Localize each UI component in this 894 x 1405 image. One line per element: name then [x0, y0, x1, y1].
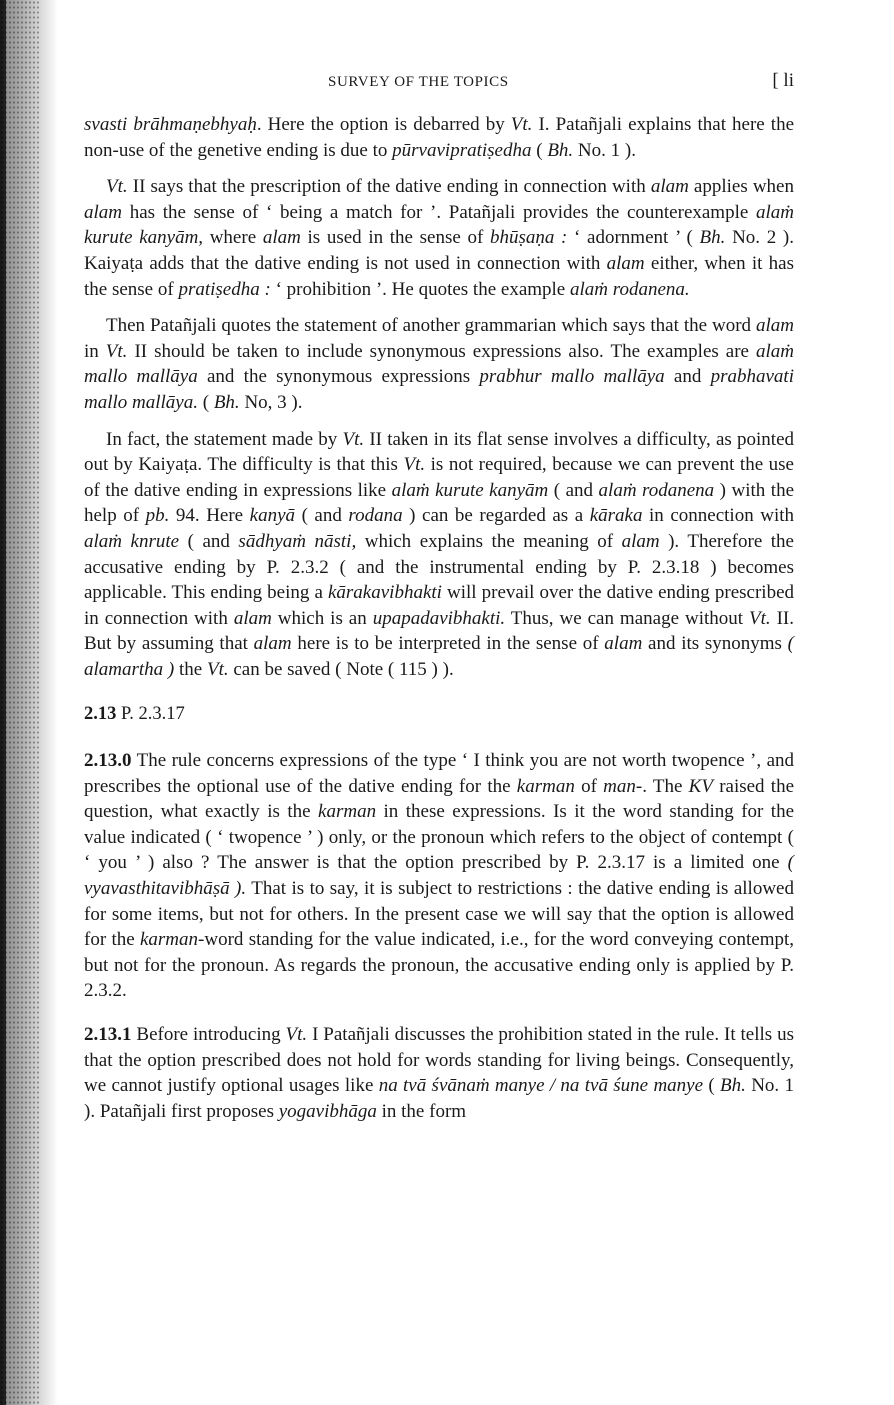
text-run: II says that the prescription of the dative ending in connection with	[127, 176, 651, 198]
text-run: in the form	[376, 1100, 467, 1122]
italic-term: svasti brāhmaṇebhyaḥ	[84, 114, 257, 135]
italic-term: Vt.	[206, 658, 229, 680]
italic-term: Vt.	[105, 340, 128, 362]
italic-term: pb.	[145, 505, 170, 527]
text-run: ) with the help of	[84, 479, 794, 527]
text-run: ( and	[548, 479, 599, 501]
italic-term: Bh.	[213, 391, 240, 413]
running-header	[84, 70, 794, 98]
text-run: the	[174, 658, 207, 680]
text-run: raised the question, what exactly is the	[84, 775, 795, 823]
italic-term: alaṁ kurute kanyām	[391, 479, 549, 501]
text-run: in	[84, 340, 106, 362]
running-title: SURVEY OF THE TOPICS	[328, 74, 509, 90]
text-run: II. But by assuming that	[84, 607, 795, 655]
italic-term: alam	[621, 530, 660, 552]
italic-term: KV	[688, 775, 713, 797]
italic-term: alam	[606, 252, 645, 274]
text-run: II should be taken to include synonymous expressions also. The examples are	[127, 340, 756, 362]
italic-term: yogavibhāga	[278, 1100, 377, 1122]
text-run: (	[198, 391, 214, 413]
italic-term: ( alamartha )	[84, 633, 794, 680]
numbered-paragraph	[84, 748, 794, 1004]
text-run: can be saved ( Note ( 115 ) ).	[228, 658, 454, 680]
text-run: ( and	[295, 505, 349, 527]
section-number: 2.13.1	[84, 1024, 132, 1045]
text-run: applies when	[688, 176, 794, 198]
page-body	[84, 112, 794, 1135]
italic-term: ( vyavasthitavibhāṣā ).	[84, 852, 794, 900]
text-run: will prevail over the dative ending prescribed in connection with	[84, 582, 794, 629]
text-run: ‘ prohibition ’. He quotes the example	[270, 278, 570, 300]
italic-term: alam	[650, 176, 689, 198]
italic-term: kārakavibhakti	[327, 582, 442, 604]
italic-term: rodana	[348, 505, 403, 527]
italic-term: alam	[253, 633, 292, 655]
numbered-paragraph	[84, 1022, 794, 1124]
text-run: is not required, because we can prevent the use of the dative ending in expressions like	[84, 454, 794, 501]
text-run: ) can be regarded as a	[402, 505, 590, 527]
text-run: Before introducing	[131, 1024, 286, 1045]
paragraph	[84, 427, 794, 683]
text-run: in these expressions. Is it the word standing for the value indicated ( ‘ twopence ’ ) only, or the pronoun which refers to the object of contempt ( ‘ you ’ ) also ? The answer is that the option prescribed by P. 2.3.17 is a limited one	[84, 801, 794, 874]
italic-term: pūrvavipratiṣedha	[392, 139, 532, 161]
text-run: and	[664, 366, 711, 388]
italic-term: Vt.	[106, 176, 128, 198]
paragraph	[84, 174, 794, 302]
text-run: ( and	[179, 530, 239, 552]
text-run: has the sense of ‘ being a match for ’. Patañjali provides the counterexample	[122, 201, 756, 223]
paragraph	[84, 313, 794, 415]
italic-term: man-	[603, 775, 643, 797]
text-run: Then Patañjali quotes the statement of another grammarian which says that the word	[106, 315, 756, 337]
text-run: No. 2 ). Kaiyaṭa adds that the dative ending is not used in connection with	[84, 227, 794, 274]
text-run: (	[531, 139, 548, 161]
text-run: No. 1 ).	[573, 139, 636, 161]
text-run: . The	[642, 775, 689, 797]
text-run: ). Therefore the accusative ending by P. 2.3.2 ( and the instrumental ending by P. 2.3.18 ) becomes applicable. This ending being a	[84, 530, 794, 604]
text-run: I Patañjali discusses the prohibition stated in the rule. It tells us that the option prescribed does not hold for words standing for living beings. Consequently, we cannot justify optional usages like	[84, 1024, 794, 1097]
italic-term: sādhyaṁ nāsti,	[238, 530, 357, 552]
italic-term: Vt.	[749, 607, 771, 629]
text-run: either, when it has the sense of	[84, 252, 795, 300]
italic-term: Bh.	[699, 227, 726, 249]
italic-term: Bh.	[720, 1075, 746, 1097]
text-run: The rule concerns expressions of the type ‘ I think you are not worth twopence ’, and prescribes the optional use of the dative ending for the	[84, 750, 794, 797]
italic-term: Bh.	[547, 139, 574, 161]
text-run: in connection with	[642, 505, 795, 527]
italic-term: alaṁ rodanena	[598, 479, 715, 501]
italic-term: alam	[756, 315, 794, 337]
section-number: 2.13.0	[84, 750, 132, 772]
italic-term: karman	[318, 801, 377, 823]
text-run: which explains the meaning of	[356, 530, 622, 552]
text-run: of	[574, 775, 604, 797]
italic-term: prabhavati mallo mallāya.	[84, 366, 794, 413]
text-run: ‘ adornment ’ (	[567, 227, 700, 249]
italic-term: pratiṣedha :	[178, 278, 271, 300]
text-run: In fact, the statement made by	[106, 428, 343, 450]
italic-term: alaṁ kurute kanyām,	[84, 201, 794, 249]
italic-term: alaṁ knrute	[84, 530, 180, 552]
italic-term: bhūṣaṇa :	[489, 227, 568, 249]
text-run: here is to be interpreted in the sense of	[291, 633, 605, 655]
italic-term: karman	[139, 929, 199, 951]
text-run: P. 2.3.17	[116, 704, 185, 725]
italic-term: alam	[233, 607, 272, 629]
italic-term: upapadavibhakti.	[372, 607, 506, 629]
italic-term: alam	[604, 633, 643, 655]
text-run: -word standing for the value indicated, i.e., for the word conveying contempt, but not for the pronoun. As regards the pronoun, the accusative ending only is applied by P. 2.3.2.	[84, 929, 794, 1002]
italic-term: alaṁ rodanena.	[570, 278, 690, 300]
italic-term: alam	[262, 227, 301, 249]
italic-term: karman	[516, 775, 575, 797]
text-run: No. 1 ). Patañjali first proposes	[84, 1075, 794, 1122]
text-run: (	[703, 1075, 721, 1097]
text-run: I. Patañjali explains that here the non-use of the genetive ending is due to	[84, 114, 795, 161]
section-heading	[84, 702, 794, 728]
page-number: [ li	[772, 70, 794, 91]
italic-term: na tvā śvānaṁ manye / na tvā śune manye	[378, 1075, 704, 1097]
italic-term: kanyā	[249, 505, 296, 527]
italic-term: prabhur mallo mallāya	[479, 366, 665, 388]
paragraph	[84, 112, 794, 163]
text-run: 94. Here	[169, 505, 250, 527]
text-run: where	[203, 227, 263, 249]
text-run: II taken in its flat sense involves a difficulty, as pointed out by Kaiyaṭa. The difficulty is that this	[84, 428, 794, 476]
text-run: and the synonymous expressions	[197, 366, 480, 388]
italic-term: Vt.	[342, 428, 365, 450]
text-run: . Here the option is debarred by	[256, 114, 511, 135]
scan-noise	[0, 0, 40, 1405]
italic-term: Vt.	[510, 114, 533, 135]
text-run: That is to say, it is subject to restrictions : the dative ending is allowed for some items, but not for others. In the present case we will say that the option is allowed for the	[84, 878, 794, 951]
italic-term: alam	[84, 201, 122, 223]
italic-term: kāraka	[589, 505, 643, 527]
italic-term: alaṁ mallo mallāya	[84, 340, 794, 388]
text-run: is used in the sense of	[300, 227, 490, 249]
text-run: which is an	[271, 607, 373, 629]
text-run: No, 3 ).	[239, 391, 303, 413]
italic-term: Vt.	[403, 454, 426, 476]
italic-term: Vt.	[285, 1024, 308, 1045]
text-run: Thus, we can manage without	[505, 607, 749, 629]
text-run: and its synonyms	[642, 633, 788, 655]
section-number: 2.13	[84, 704, 117, 725]
